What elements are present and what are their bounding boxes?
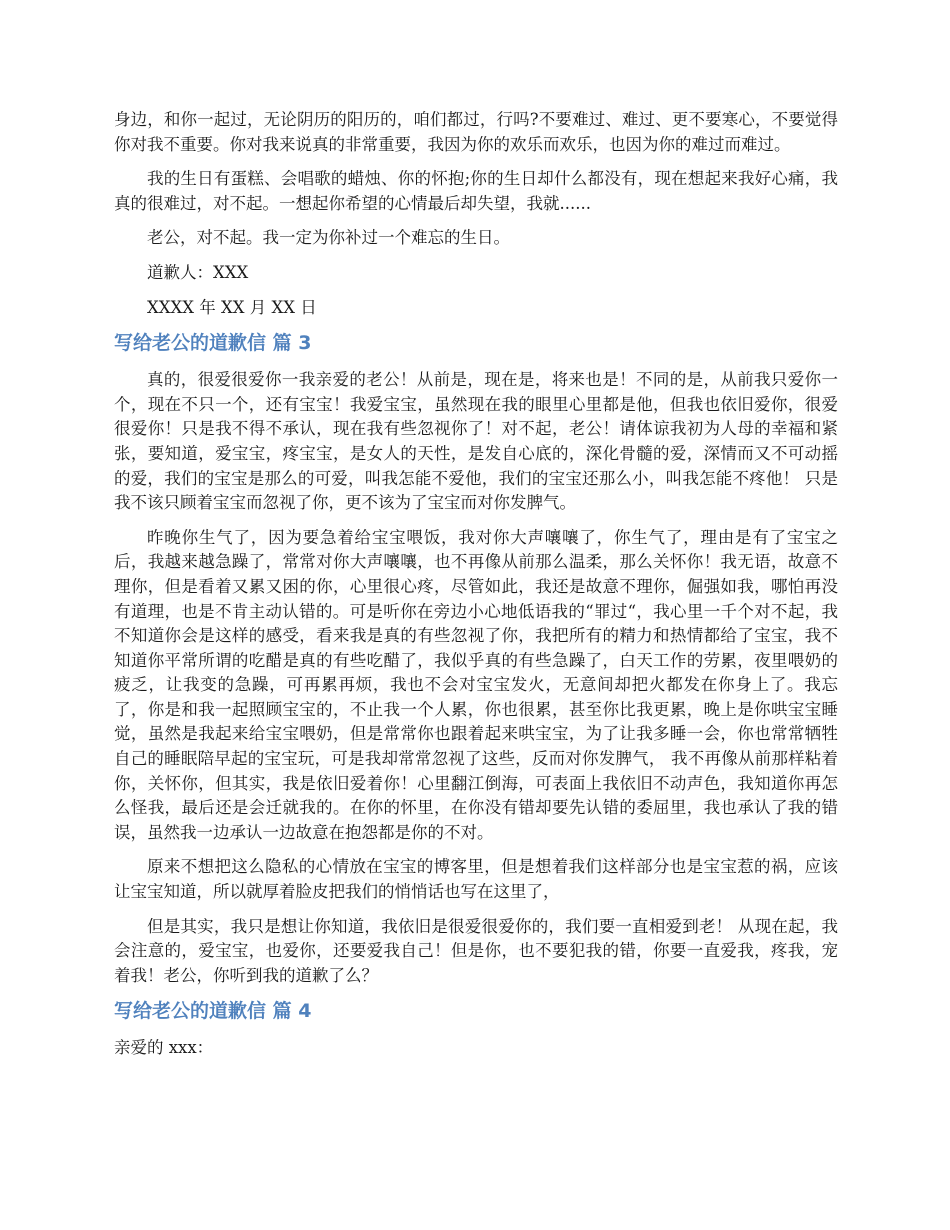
- section-3-paragraph-2: 昨晚你生气了，因为要急着给宝宝喂饭，我对你大声嚷嚷了，你生气了，理由是有了宝宝之后，我越来越急躁了，常常对你大声嚷嚷，也不再像从前那么温柔，那么关怀你！我无语，故意不理你，但是看着又累又困的你，心里很心疼，尽管如此，我还是故意不理你，倔强如我，哪怕再没有道理，也是不肯主动认错的。可是听你在旁边小心地低语我的“罪过“，我心里一千个对不起，我不知道你会是这样的感受，看来我是真的有些忽视了你，我把所有的精力和热情都给了宝宝，我不知道你平常所谓的吃醋是真的有些吃醋了，我似乎真的有些急躁了，白天工作的劳累，夜里喂奶的疲乏，让我变的急躁，可再累再烦，我也不会对宝宝发火，无意间却把火都发在你身上了。我忘了，你是和我一起照顾宝宝的，不止我一个人累，你也很累，甚至你比我更累，晚上是你哄宝宝睡觉，虽然是我起来给宝宝喂奶，但是常常你也跟着起来哄宝宝，为了让我多睡一会，你也常常牺牲自己的睡眠陪早起的宝宝玩，可是我却常常忽视了这些，反而对你发脾气， 我不再像从前那样粘着你，关怀你，但其实，我是依旧爱着你！心里翻江倒海，可表面上我依旧不动声色，我知道你再怎么怪我，最后还是会迁就我的。在你的怀里，在你没有错却要先认错的委屈里，我也承认了我的错误，虽然我一边承认一边故意在抱怨都是你的不对。: [114, 527, 838, 842]
- paragraph-intro-1: 身边，和你一起过，无论阴历的阳历的，咱们都过，行吗?不要难过、难过、更不要寒心，不要觉得你对我不重要。你对我来说真的非常重要，我因为你的欢乐而欢乐，也因为你的难过而难过。: [114, 110, 838, 154]
- section-4-heading: 写给老公的道歉信 篇 4: [114, 1000, 312, 1023]
- section-3-paragraph-3: 原来不想把这么隐私的心情放在宝宝的博客里，但是想着我们这样部分也是宝宝惹的祸，应该让宝宝知道，所以就厚着脸皮把我们的悄悄话也写在这里了，: [114, 857, 838, 902]
- section-3-heading: 写给老公的道歉信 篇 3: [114, 332, 312, 355]
- section-4-salutation: 亲爱的 xxx：: [114, 1038, 214, 1058]
- apology-date: XXXX 年 XX 月 XX 日: [147, 297, 317, 317]
- section-3-paragraph-4: 但是其实，我只是想让你知道，我依旧是很爱很爱你的，我们要一直相爱到老！ 从现在起，我会注意的，爱宝宝，也爱你，还要爱我自己！但是你，也不要犯我的错，你要一直爱我，疼我，宠着我！老公，你听到我的道歉了么？: [114, 916, 838, 985]
- apology-signature: 道歉人：XXX: [147, 262, 249, 282]
- document-body: [114, 108, 838, 1071]
- paragraph-intro-2: 我的生日有蛋糕、会唱歌的蜡烛、你的怀抱;你的生日却什么都没有，现在想起来我好心痛，我真的很难过，对不起。一想起你希望的心情最后却失望，我就......: [114, 169, 838, 213]
- paragraph-intro-3: 老公，对不起。我一定为你补过一个难忘的生日。: [147, 228, 510, 248]
- section-3-paragraph-1: 真的，很爱很爱你一我亲爱的老公！从前是，现在是，将来也是！不同的是，从前我只爱你一个，现在不只一个，还有宝宝！我爱宝宝，虽然现在我的眼里心里都是他，但我也依旧爱你，很爱很爱你！只是我不得不承认，现在我有些忽视你了！对不起，老公！请体谅我初为人母的幸福和紧张，要知道，爱宝宝，疼宝宝，是女人的天性，是发自心底的，深化骨髓的爱，深情而又不可动摇的爱，我们的宝宝是那么的可爱，叫我怎能不爱他，我们的宝宝还那么小，叫我怎能不疼他！ 只是我不该只顾着宝宝而忽视了你，更不该为了宝宝而对你发脾气。: [114, 370, 838, 513]
